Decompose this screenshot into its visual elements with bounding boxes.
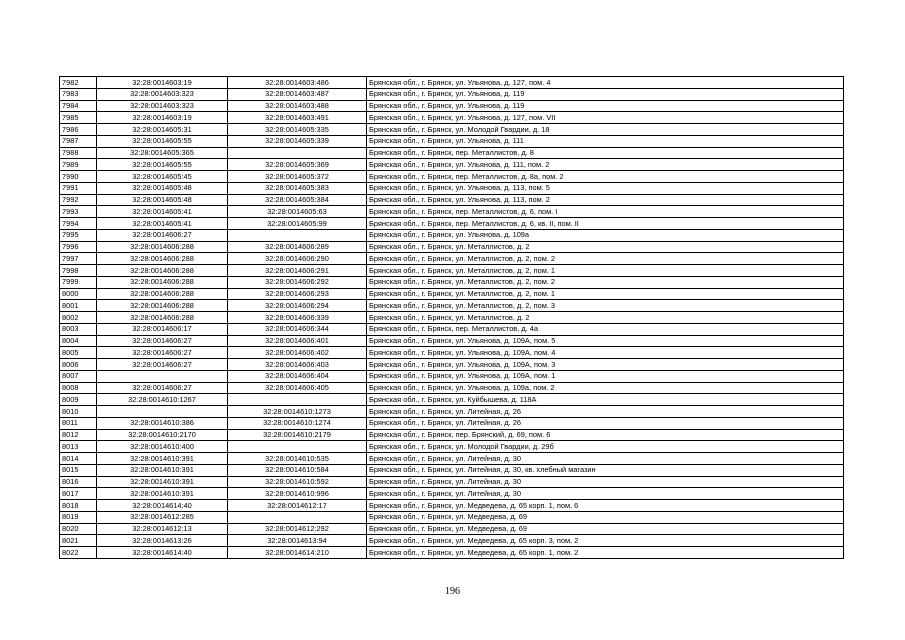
address-cell: Брянская обл., г. Брянск, ул. Ульянова, д. 109А, пом. 4 — [367, 347, 844, 359]
address-cell: Брянская обл., г. Брянск, ул. Литейная, д. 30 — [367, 488, 844, 500]
address-cell: Брянская обл., г. Брянск, ул. Ульянова, д. 113, пом. 5 — [367, 182, 844, 194]
table-row — [60, 547, 844, 559]
row-number-cell: 8015 — [60, 464, 97, 476]
row-number-cell: 7983 — [60, 88, 97, 100]
cadastral-parent-cell: 32:28:0014610:391 — [97, 476, 228, 488]
address-cell: Брянская обл., г. Брянск, ул. Металлистов, д. 2, пом. 2 — [367, 276, 844, 288]
cadastral-number-cell: 32:28:0014606:289 — [228, 241, 367, 253]
cadastral-parent-cell: 32:28:0014605:41 — [97, 218, 228, 230]
table-row — [60, 265, 844, 277]
cadastral-number-cell: 32:28:0014605:384 — [228, 194, 367, 206]
table-row — [60, 347, 844, 359]
cadastral-parent-cell: 32:28:0014605:48 — [97, 194, 228, 206]
cadastral-parent-cell: 32:28:0014612:285 — [97, 511, 228, 523]
table-row — [60, 535, 844, 547]
row-number-cell: 8006 — [60, 359, 97, 371]
cadastral-number-cell — [228, 511, 367, 523]
row-number-cell: 8020 — [60, 523, 97, 535]
row-number-cell: 7992 — [60, 194, 97, 206]
cadastral-number-cell: 32:28:0014606:290 — [228, 253, 367, 265]
address-cell: Брянская обл., г. Брянск, ул. Молодой Гвардии, д. 29б — [367, 441, 844, 453]
cadastral-parent-cell: 32:28:0014605:31 — [97, 124, 228, 136]
cadastral-parent-cell: 32:28:0014603:19 — [97, 77, 228, 89]
table-row — [60, 100, 844, 112]
cadastral-number-cell: 32:28:0014610:535 — [228, 453, 367, 465]
address-cell: Брянская обл., г. Брянск, пер. Металлистов, д. 6, пом. I — [367, 206, 844, 218]
row-number-cell: 8010 — [60, 406, 97, 418]
cadastral-number-cell: 32:28:0014605:339 — [228, 135, 367, 147]
page-number: 196 — [445, 586, 460, 597]
row-number-cell: 7998 — [60, 265, 97, 277]
cadastral-number-cell: 32:28:0014605:335 — [228, 124, 367, 136]
cadastral-parent-cell: 32:28:0014606:288 — [97, 253, 228, 265]
cadastral-parent-cell: 32:28:0014610:391 — [97, 453, 228, 465]
cadastral-parent-cell: 32:28:0014610:1267 — [97, 394, 228, 406]
row-number-cell: 8000 — [60, 288, 97, 300]
address-cell: Брянская обл., г. Брянск, ул. Литейная, д. 30, кв. хлебный магазин — [367, 464, 844, 476]
table-row — [60, 159, 844, 171]
table-row — [60, 77, 844, 89]
cadastral-number-cell: 32:28:0014606:339 — [228, 312, 367, 324]
cadastral-number-cell: 32:28:0014614:210 — [228, 547, 367, 559]
address-cell: Брянская обл., г. Брянск, ул. Металлистов, д. 2, пом. 1 — [367, 265, 844, 277]
cadastral-number-cell: 32:28:0014603:488 — [228, 100, 367, 112]
row-number-cell: 8009 — [60, 394, 97, 406]
cadastral-number-cell: 32:28:0014606:403 — [228, 359, 367, 371]
cadastral-parent-cell: 32:28:0014613:26 — [97, 535, 228, 547]
cadastral-parent-cell: 32:28:0014606:288 — [97, 288, 228, 300]
cadastral-number-cell: 32:28:0014610:584 — [228, 464, 367, 476]
address-cell: Брянская обл., г. Брянск, ул. Ульянова, д. 113, пом. 2 — [367, 194, 844, 206]
row-number-cell: 7990 — [60, 171, 97, 183]
cadastral-parent-cell: 32:28:0014603:323 — [97, 100, 228, 112]
cadastral-parent-cell: 32:28:0014606:27 — [97, 359, 228, 371]
address-cell: Брянская обл., г. Брянск, ул. Литейная, д. 26 — [367, 417, 844, 429]
cadastral-parent-cell — [97, 406, 228, 418]
cadastral-number-cell: 32:28:0014603:491 — [228, 112, 367, 124]
row-number-cell: 8016 — [60, 476, 97, 488]
cadastral-number-cell: 32:28:0014606:294 — [228, 300, 367, 312]
table-row — [60, 511, 844, 523]
row-number-cell: 8008 — [60, 382, 97, 394]
cadastral-number-cell: 32:28:0014606:402 — [228, 347, 367, 359]
address-cell: Брянская обл., г. Брянск, ул. Ульянова, д. 119 — [367, 100, 844, 112]
table-row — [60, 288, 844, 300]
row-number-cell: 8004 — [60, 335, 97, 347]
cadastral-number-cell: 32:28:0014606:404 — [228, 370, 367, 382]
address-cell: Брянская обл., г. Брянск, пер. Металлистов, д. 4а — [367, 323, 844, 335]
cadastral-parent-cell: 32:28:0014605:365 — [97, 147, 228, 159]
cadastral-parent-cell: 32:28:0014606:288 — [97, 241, 228, 253]
address-cell: Брянская обл., г. Брянск, ул. Ульянова, д. 111, пом. 2 — [367, 159, 844, 171]
address-cell: Брянская обл., г. Брянск, ул. Ульянова, д. 119 — [367, 88, 844, 100]
table-row — [60, 417, 844, 429]
cadastral-number-cell: 32:28:0014605:99 — [228, 218, 367, 230]
table-row — [60, 276, 844, 288]
address-cell: Брянская обл., г. Брянск, ул. Ульянова, д. 127, пом. VII — [367, 112, 844, 124]
table-row — [60, 253, 844, 265]
row-number-cell: 7996 — [60, 241, 97, 253]
row-number-cell: 8021 — [60, 535, 97, 547]
table-row — [60, 500, 844, 512]
row-number-cell: 8012 — [60, 429, 97, 441]
address-cell: Брянская обл., г. Брянск, ул. Медведева, д. 65 корп. 1, пом. 6 — [367, 500, 844, 512]
table-row — [60, 441, 844, 453]
row-number-cell: 7985 — [60, 112, 97, 124]
cadastral-parent-cell: 32:28:0014603:323 — [97, 88, 228, 100]
cadastral-parent-cell: 32:28:0014610:391 — [97, 488, 228, 500]
cadastral-parent-cell: 32:28:0014606:27 — [97, 382, 228, 394]
table-row — [60, 206, 844, 218]
table-row — [60, 312, 844, 324]
table-row — [60, 112, 844, 124]
row-number-cell: 7993 — [60, 206, 97, 218]
table-row — [60, 194, 844, 206]
cadastral-number-cell: 32:28:0014606:293 — [228, 288, 367, 300]
table-row — [60, 453, 844, 465]
row-number-cell: 8019 — [60, 511, 97, 523]
address-cell: Брянская обл., г. Брянск, ул. Куйбышева, д. 118А — [367, 394, 844, 406]
row-number-cell: 7984 — [60, 100, 97, 112]
cadastral-parent-cell: 32:28:0014605:41 — [97, 206, 228, 218]
cadastral-number-cell: 32:28:0014612:17 — [228, 500, 367, 512]
address-cell: Брянская обл., г. Брянск, пер. Металлистов, д. 8а, пом. 2 — [367, 171, 844, 183]
address-cell: Брянская обл., г. Брянск, пер. Металлистов, д. 8 — [367, 147, 844, 159]
row-number-cell: 8001 — [60, 300, 97, 312]
table-row — [60, 124, 844, 136]
cadastral-parent-cell: 32:28:0014605:55 — [97, 159, 228, 171]
row-number-cell: 8005 — [60, 347, 97, 359]
address-cell: Брянская обл., г. Брянск, ул. Ульянова, д. 109а, пом. 2 — [367, 382, 844, 394]
address-cell: Брянская обл., г. Брянск, ул. Металлистов, д. 2 — [367, 312, 844, 324]
row-number-cell: 8014 — [60, 453, 97, 465]
table-row — [60, 464, 844, 476]
cadastral-parent-cell — [97, 370, 228, 382]
row-number-cell: 8011 — [60, 417, 97, 429]
cadastral-number-cell: 32:28:0014610:1274 — [228, 417, 367, 429]
table-row — [60, 182, 844, 194]
table-row — [60, 88, 844, 100]
cadastral-parent-cell: 32:28:0014610:2170 — [97, 429, 228, 441]
address-cell: Брянская обл., г. Брянск, ул. Ульянова, д. 109А, пом. 1 — [367, 370, 844, 382]
address-cell: Брянская обл., г. Брянск, ул. Металлистов, д. 2, пом. 1 — [367, 288, 844, 300]
cadastral-number-cell — [228, 229, 367, 241]
registry-table-body — [60, 77, 844, 559]
cadastral-number-cell — [228, 147, 367, 159]
row-number-cell: 8007 — [60, 370, 97, 382]
address-cell: Брянская обл., г. Брянск, ул. Медведева, д. 69 — [367, 511, 844, 523]
registry-table — [59, 76, 844, 559]
table-row — [60, 147, 844, 159]
address-cell: Брянская обл., г. Брянск, ул. Литейная, д. 30 — [367, 476, 844, 488]
table-row — [60, 370, 844, 382]
cadastral-number-cell: 32:28:0014610:2179 — [228, 429, 367, 441]
address-cell: Брянская обл., г. Брянск, ул. Медведева, д. 69 — [367, 523, 844, 535]
table-row — [60, 359, 844, 371]
cadastral-number-cell: 32:28:0014605:372 — [228, 171, 367, 183]
cadastral-number-cell: 32:28:0014606:291 — [228, 265, 367, 277]
address-cell: Брянская обл., г. Брянск, ул. Ульянова, д. 109А, пом. 5 — [367, 335, 844, 347]
cadastral-parent-cell: 32:28:0014605:45 — [97, 171, 228, 183]
address-cell: Брянская обл., г. Брянск, ул. Ульянова, д. 109а — [367, 229, 844, 241]
cadastral-number-cell: 32:28:0014605:63 — [228, 206, 367, 218]
table-row — [60, 523, 844, 535]
cadastral-parent-cell: 32:28:0014610:386 — [97, 417, 228, 429]
table-row — [60, 429, 844, 441]
address-cell: Брянская обл., г. Брянск, ул. Металлистов, д. 2 — [367, 241, 844, 253]
table-row — [60, 476, 844, 488]
row-number-cell: 8018 — [60, 500, 97, 512]
row-number-cell: 7994 — [60, 218, 97, 230]
address-cell: Брянская обл., г. Брянск, ул. Литейная, д. 26 — [367, 406, 844, 418]
cadastral-number-cell — [228, 441, 367, 453]
row-number-cell: 7991 — [60, 182, 97, 194]
table-row — [60, 406, 844, 418]
cadastral-parent-cell: 32:28:0014606:288 — [97, 312, 228, 324]
cadastral-parent-cell: 32:28:0014606:288 — [97, 276, 228, 288]
cadastral-number-cell: 32:28:0014606:344 — [228, 323, 367, 335]
cadastral-parent-cell: 32:28:0014606:288 — [97, 265, 228, 277]
address-cell: Брянская обл., г. Брянск, пер. Брянский, д. 69, пом. 6 — [367, 429, 844, 441]
cadastral-parent-cell: 32:28:0014614:40 — [97, 547, 228, 559]
row-number-cell: 8022 — [60, 547, 97, 559]
address-cell: Брянская обл., г. Брянск, ул. Медведева, д. 65 корп. 1, пом. 2 — [367, 547, 844, 559]
cadastral-parent-cell: 32:28:0014610:391 — [97, 464, 228, 476]
cadastral-number-cell — [228, 394, 367, 406]
row-number-cell: 8002 — [60, 312, 97, 324]
table-row — [60, 488, 844, 500]
address-cell: Брянская обл., г. Брянск, ул. Металлистов, д. 2, пом. 2 — [367, 253, 844, 265]
cadastral-parent-cell: 32:28:0014614:40 — [97, 500, 228, 512]
cadastral-parent-cell: 32:28:0014606:27 — [97, 335, 228, 347]
address-cell: Брянская обл., г. Брянск, ул. Литейная, д. 30 — [367, 453, 844, 465]
table-row — [60, 241, 844, 253]
row-number-cell: 7995 — [60, 229, 97, 241]
row-number-cell: 7986 — [60, 124, 97, 136]
row-number-cell: 7997 — [60, 253, 97, 265]
row-number-cell: 7988 — [60, 147, 97, 159]
address-cell: Брянская обл., г. Брянск, ул. Ульянова, д. 111 — [367, 135, 844, 147]
cadastral-number-cell: 32:28:0014603:487 — [228, 88, 367, 100]
cadastral-number-cell: 32:28:0014603:486 — [228, 77, 367, 89]
row-number-cell: 8017 — [60, 488, 97, 500]
address-cell: Брянская обл., г. Брянск, ул. Медведева, д. 65 корп. 3, пом. 2 — [367, 535, 844, 547]
address-cell: Брянская обл., г. Брянск, ул. Молодой Гвардии, д. 18 — [367, 124, 844, 136]
table-row — [60, 335, 844, 347]
cadastral-number-cell: 32:28:0014610:1273 — [228, 406, 367, 418]
table-row — [60, 135, 844, 147]
address-cell: Брянская обл., г. Брянск, ул. Металлистов, д. 2, пом. 3 — [367, 300, 844, 312]
row-number-cell: 7989 — [60, 159, 97, 171]
table-row — [60, 394, 844, 406]
cadastral-parent-cell: 32:28:0014603:19 — [97, 112, 228, 124]
table-row — [60, 229, 844, 241]
cadastral-number-cell: 32:28:0014606:292 — [228, 276, 367, 288]
cadastral-parent-cell: 32:28:0014606:17 — [97, 323, 228, 335]
table-row — [60, 300, 844, 312]
address-cell: Брянская обл., г. Брянск, ул. Ульянова, д. 109А, пом. 3 — [367, 359, 844, 371]
cadastral-parent-cell: 32:28:0014605:55 — [97, 135, 228, 147]
table-row — [60, 218, 844, 230]
cadastral-number-cell: 32:28:0014605:383 — [228, 182, 367, 194]
table-row — [60, 323, 844, 335]
cadastral-parent-cell: 32:28:0014606:27 — [97, 229, 228, 241]
cadastral-parent-cell: 32:28:0014605:48 — [97, 182, 228, 194]
cadastral-number-cell: 32:28:0014606:405 — [228, 382, 367, 394]
row-number-cell: 7999 — [60, 276, 97, 288]
row-number-cell: 7987 — [60, 135, 97, 147]
cadastral-number-cell: 32:28:0014605:369 — [228, 159, 367, 171]
row-number-cell: 8003 — [60, 323, 97, 335]
cadastral-parent-cell: 32:28:0014610:400 — [97, 441, 228, 453]
address-cell: Брянская обл., г. Брянск, ул. Ульянова, д. 127, пом. 4 — [367, 77, 844, 89]
cadastral-number-cell: 32:28:0014613:94 — [228, 535, 367, 547]
table-row — [60, 171, 844, 183]
row-number-cell: 8013 — [60, 441, 97, 453]
table-row — [60, 382, 844, 394]
cadastral-number-cell: 32:28:0014606:401 — [228, 335, 367, 347]
cadastral-parent-cell: 32:28:0014606:288 — [97, 300, 228, 312]
address-cell: Брянская обл., г. Брянск, пер. Металлистов, д. 6, кв. II, пом. II — [367, 218, 844, 230]
cadastral-parent-cell: 32:28:0014612:13 — [97, 523, 228, 535]
row-number-cell: 7982 — [60, 77, 97, 89]
cadastral-parent-cell: 32:28:0014606:27 — [97, 347, 228, 359]
cadastral-number-cell: 32:28:0014610:996 — [228, 488, 367, 500]
cadastral-number-cell: 32:28:0014610:592 — [228, 476, 367, 488]
cadastral-number-cell: 32:28:0014612:292 — [228, 523, 367, 535]
